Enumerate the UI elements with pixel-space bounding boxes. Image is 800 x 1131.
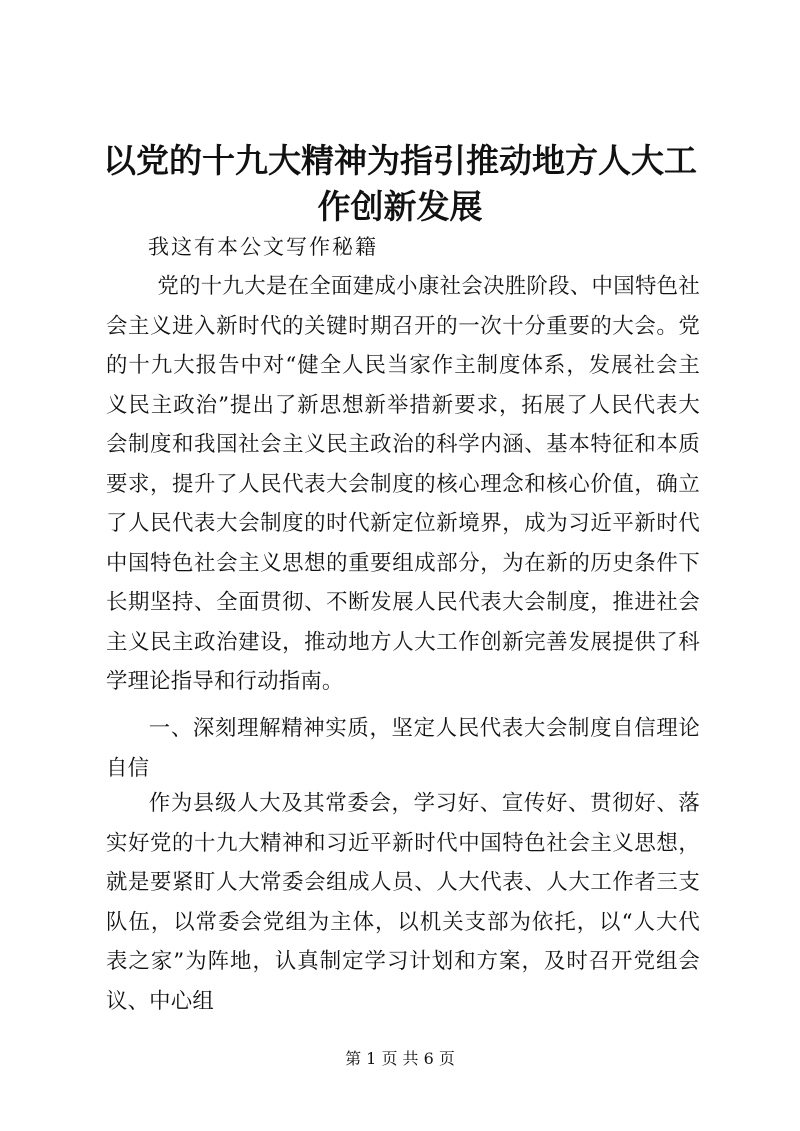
page-footer	[0, 1048, 800, 1070]
document-subtitle: 我这有本公文写作秘籍	[148, 235, 378, 259]
document-title: 以党的十九大精神为指引推动地方人大工作创新发展	[103, 141, 697, 226]
paragraph-section-1: 作为县级人大及其常委会，学习好、宣传好、贯彻好、落实好党的十九大精神和习近平新时代中国特色社会主义思想，就是要紧盯人大常委会组成人员、人大代表、人大工作者三支队伍，以常委会党组为主体，以机关支部为依托，以“人大代表之家”为阵地，认真制定学习计划和方案，及时召开党组会议、中心组	[106, 791, 700, 1014]
section-heading-1: 一、深刻理解精神实质，坚定人民代表大会制度自信理论自信	[106, 716, 700, 781]
page-number-label: 第 1 页 共 6 页	[345, 1049, 455, 1068]
paragraph-intro: 党的十九大是在全面建成小康社会决胜阶段、中国特色社会主义进入新时代的关键时期召开的一次十分重要的大会。党的十九大报告中对“健全人民当家作主制度体系，发展社会主义民主政治”提出了新思想新举措新要求，拓展了人民代表大会制度和我国社会主义民主政治的科学内涵、基本特征和本质要求，提升了人民代表大会制度的核心理念和核心价值，确立了人民代表大会制度的时代新定位新境界，成为习近平新时代中国特色社会主义思想的重要组成部分，为在新的历史条件下长期坚持、全面贯彻、不断发展人民代表大会制度，推进社会主义民主政治建设，推动地方人大工作创新完善发展提供了科学理论指导和行动指南。	[106, 274, 700, 694]
